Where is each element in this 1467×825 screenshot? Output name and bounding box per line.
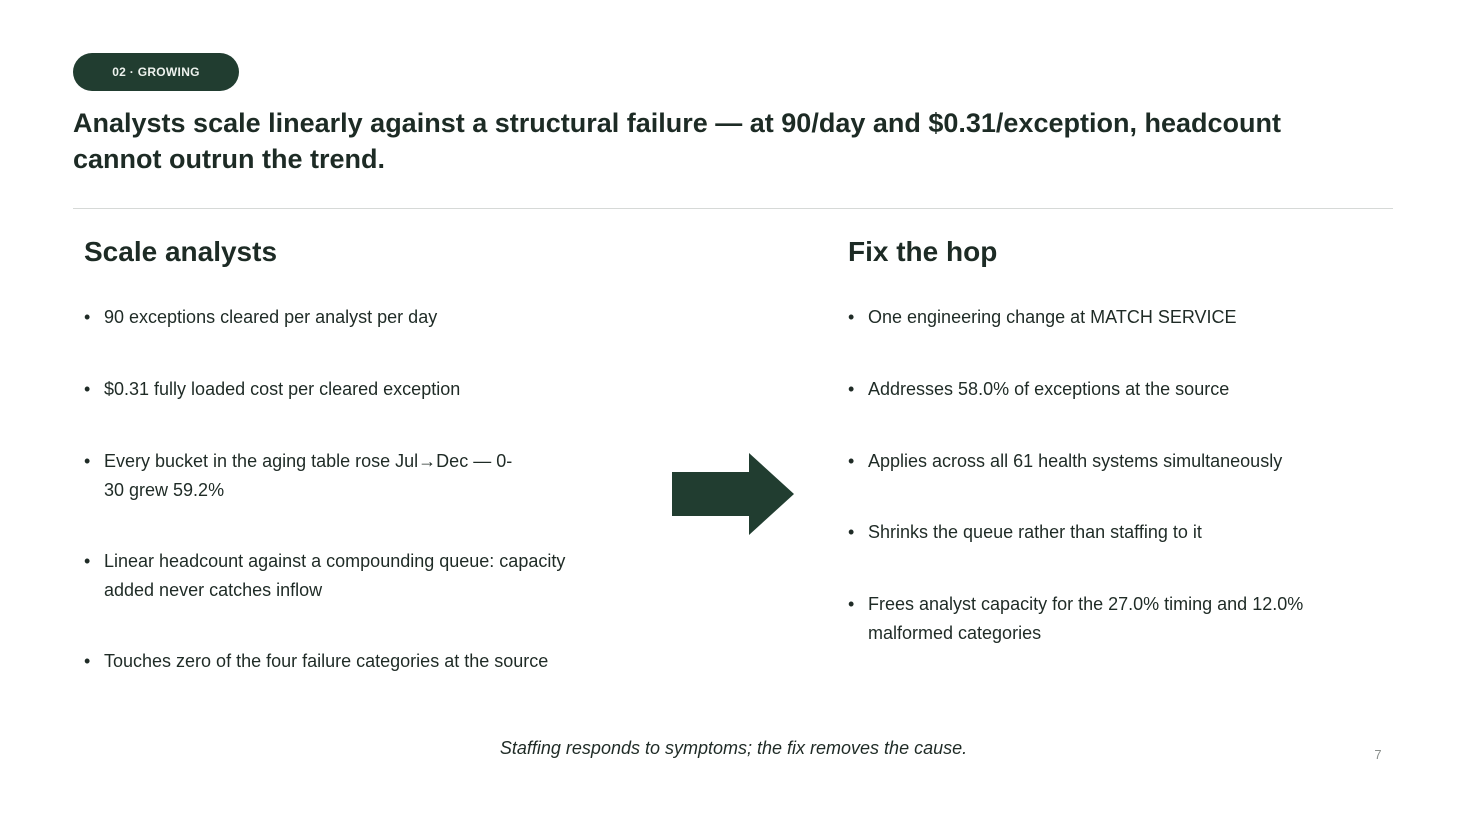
bullet-icon: •: [84, 551, 91, 571]
bullet-icon: •: [848, 307, 855, 327]
list-item: [848, 590, 1328, 648]
bullet-icon: •: [84, 379, 91, 399]
bullet-icon: •: [84, 651, 91, 671]
list-item-text: Applies across all 61 health systems simultaneously: [868, 451, 1283, 471]
list-item: [84, 303, 594, 332]
list-item-text: Frees analyst capacity for the 27.0% timing and 12.0% malformed categories: [868, 594, 1304, 643]
list-item-text: Shrinks the queue rather than staffing to it: [868, 522, 1202, 542]
list-item-text: Linear headcount against a compounding queue: capacity added never catches inflow: [104, 551, 566, 600]
fix-the-hop-title: Fix the hop: [848, 236, 998, 267]
slide-headline: Analysts scale linearly against a structural failure — at 90/day and $0.31/exception, headcount cannot outrun the trend.: [73, 108, 1281, 174]
section-tag-label: 02 · GROWING: [112, 65, 200, 79]
page-number: 7: [1374, 747, 1382, 762]
list-item: [848, 518, 1328, 547]
list-item: [848, 303, 1328, 332]
slide-caption: Staffing responds to symptoms; the fix removes the cause.: [499, 738, 968, 758]
list-item: [848, 447, 1328, 476]
scale-analysts-title: Scale analysts: [84, 236, 278, 267]
bullet-icon: •: [848, 522, 855, 542]
list-item: [84, 375, 594, 404]
bullet-icon: •: [84, 451, 91, 471]
list-item-text: $0.31 fully loaded cost per cleared exception: [104, 379, 461, 399]
bullet-icon: •: [848, 594, 855, 614]
list-item-text: Addresses 58.0% of exceptions at the source: [868, 379, 1230, 399]
bullet-icon: •: [848, 379, 855, 399]
divider: [73, 208, 1393, 209]
list-item: [84, 547, 594, 605]
list-item: [84, 647, 594, 676]
right-arrow-icon: [672, 453, 794, 535]
list-item: [848, 375, 1328, 404]
bullet-icon: •: [848, 451, 855, 471]
list-item-text: One engineering change at MATCH SERVICE: [868, 307, 1237, 327]
section-tag: [73, 53, 239, 91]
list-item-text: 90 exceptions cleared per analyst per day: [104, 307, 438, 327]
list-item: [84, 447, 522, 505]
list-item-text: Every bucket in the aging table rose Jul→Dec — 0-30 grew 59.2%: [104, 451, 513, 500]
bullet-icon: •: [84, 307, 91, 327]
list-item-text: Touches zero of the four failure categories at the source: [104, 651, 549, 671]
